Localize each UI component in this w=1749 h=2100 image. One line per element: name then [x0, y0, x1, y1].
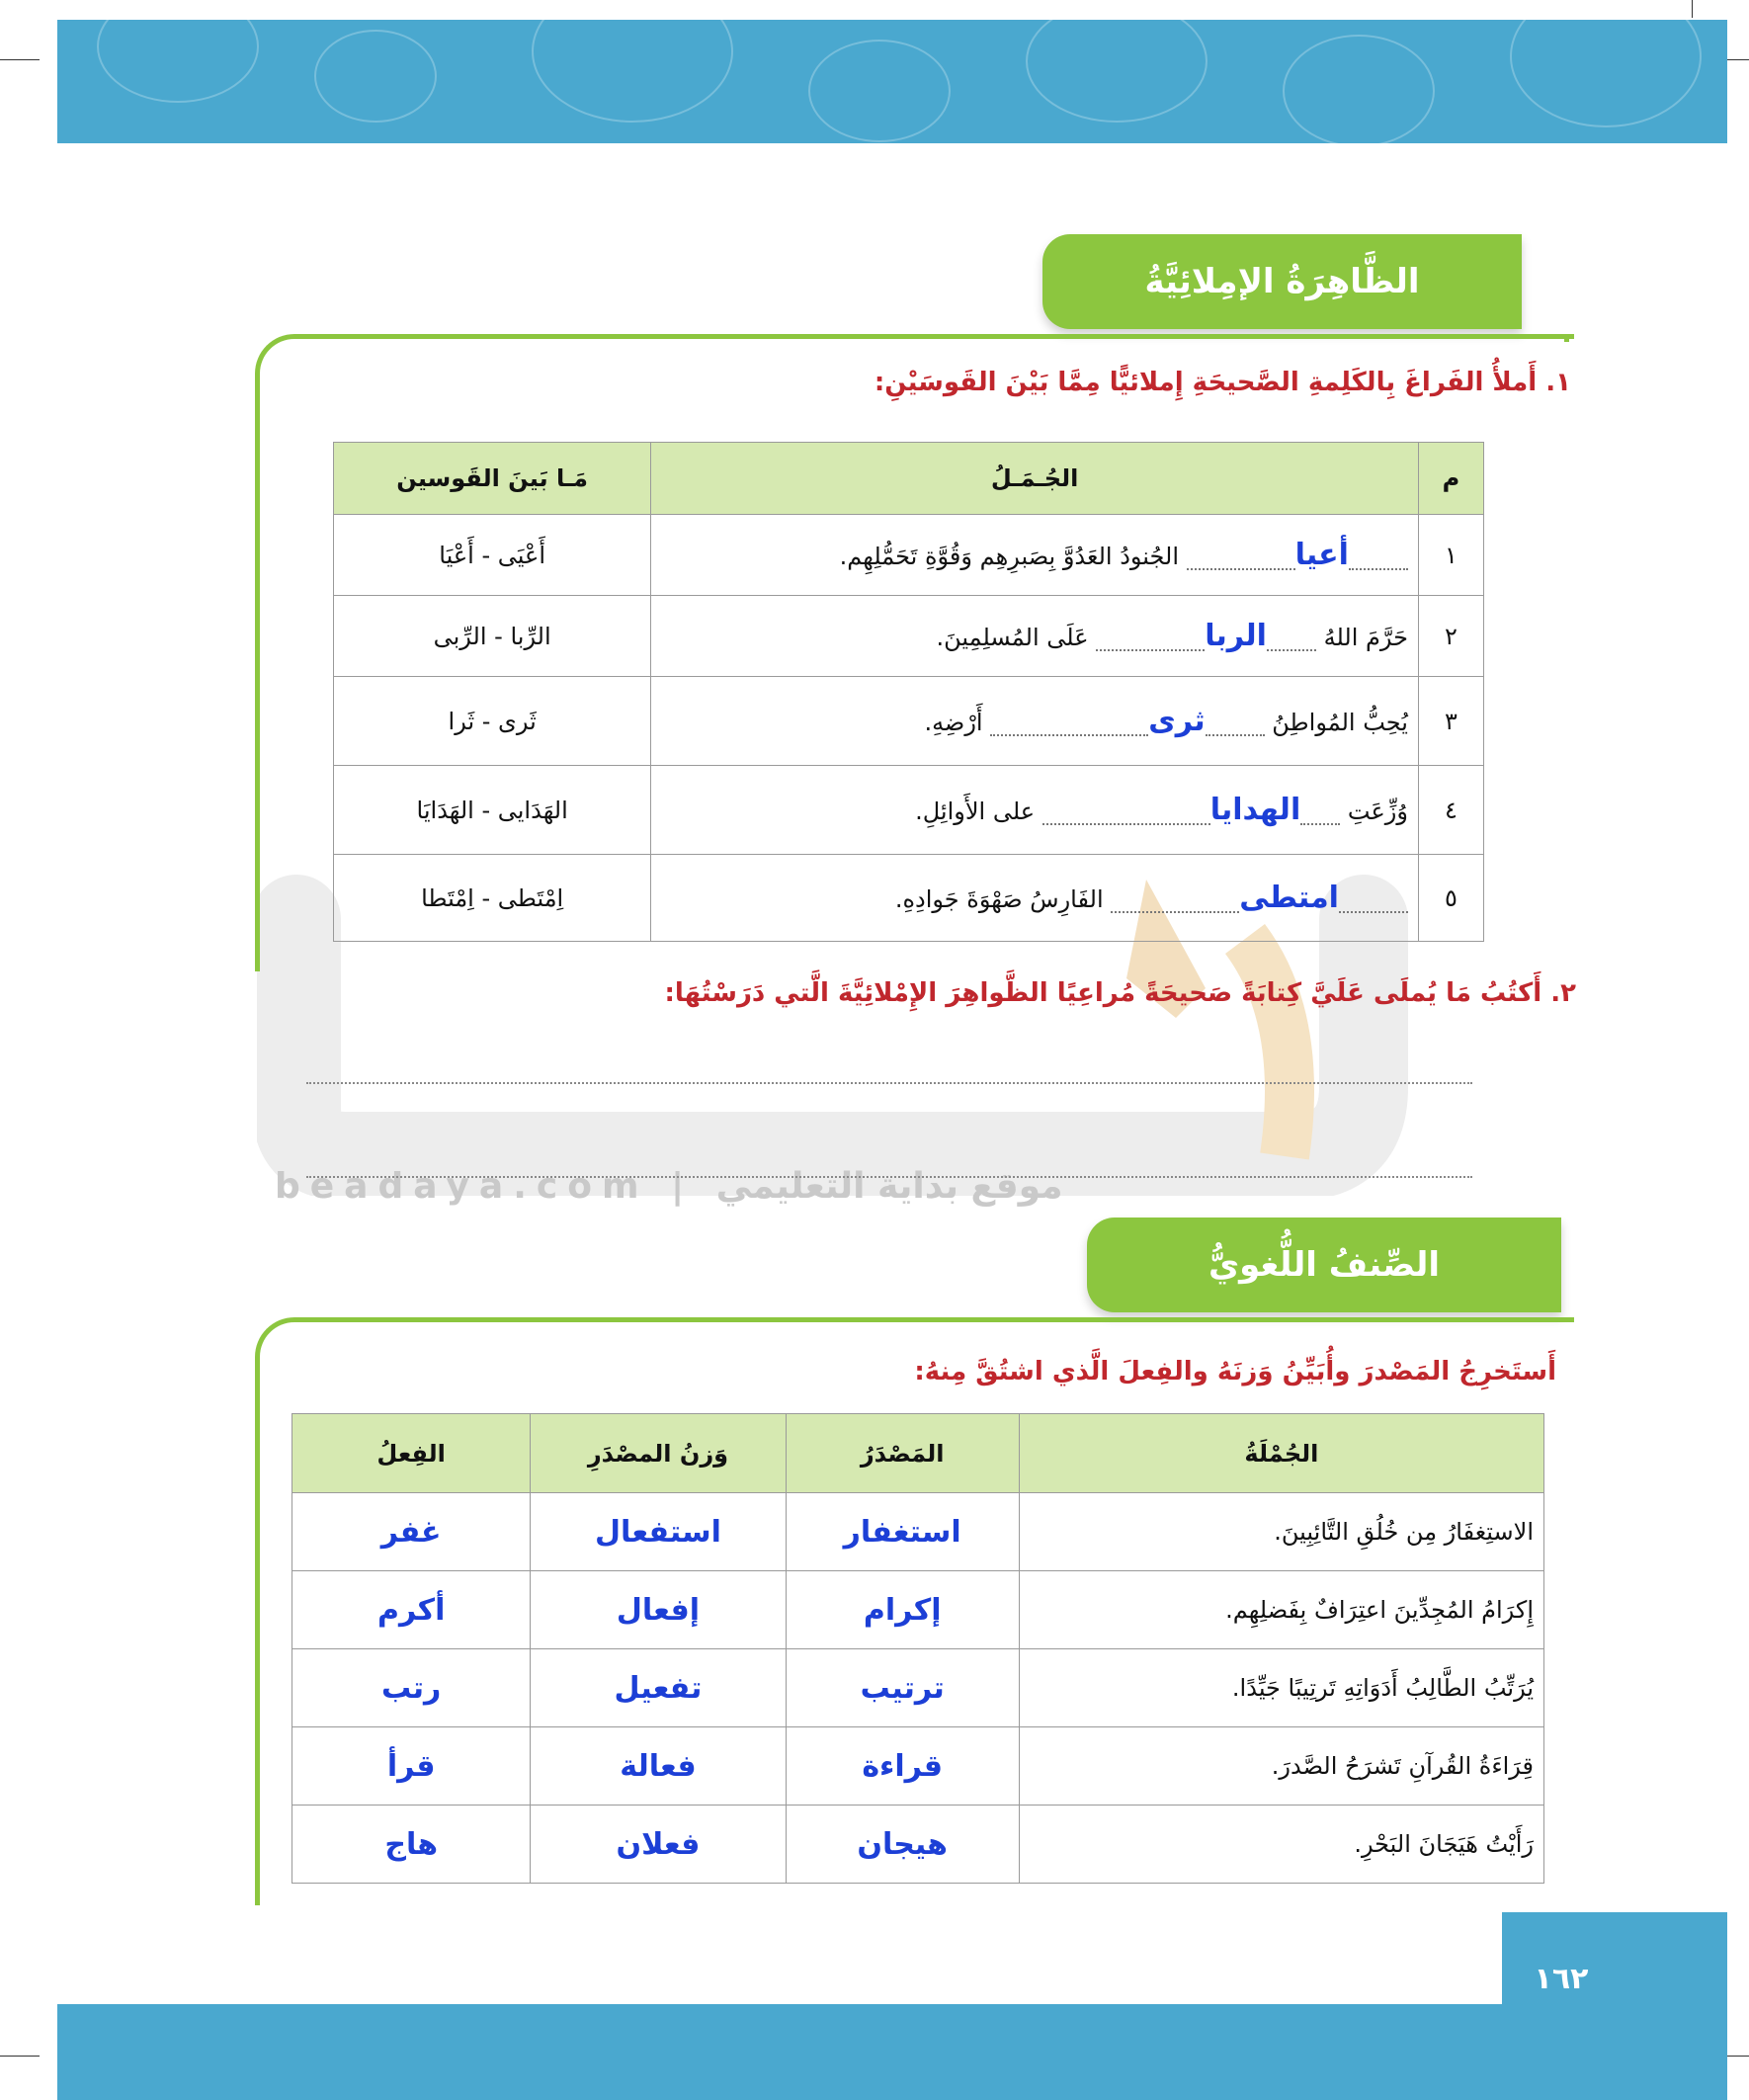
masdar-answer: إكرام: [786, 1571, 1019, 1649]
blank-dots: [990, 711, 1148, 736]
fiel-answer: رتب: [292, 1649, 531, 1727]
sentence-after: أَرْضِهِ.: [924, 709, 983, 736]
answer-text: امتطى: [1239, 881, 1339, 915]
wazn-answer: استفعال: [531, 1493, 786, 1571]
blank-dots: [1349, 545, 1408, 570]
sentence-cell: رَأَيْتُ هَيَجَانَ البَحْرِ.: [1019, 1806, 1543, 1884]
section-title-imlaa: الظَّاهِرَةُ الإمِلائِيَّةُ: [1042, 234, 1522, 329]
header-sentences: الجُـمَـلُ: [651, 443, 1419, 515]
question-2: ٢. أَكتُبُ مَا يُملَى عَلَيَّ كِتابَةً صَحيحَةً مُراعِيًا الظَّواهِرَ الإِمْلائِيَّةَ الَّتي دَرَسْتُهَا:: [664, 978, 1576, 1008]
table-header-row: [334, 443, 1484, 515]
table-row: [292, 1806, 1544, 1884]
sentence-after: الجُنودُ العَدُوَّ بِصَبرِهِم وَقُوَّةِ تَحَمُّلِهِم.: [839, 543, 1180, 570]
sentence-after: على الأَوائِلِ.: [915, 798, 1036, 825]
answer-text: الهدايا: [1209, 793, 1301, 827]
table-header-row: [292, 1414, 1544, 1493]
spelling-table: [333, 442, 1484, 942]
instruction-text: أَستَخرِجُ المَصْدرَ وأُبَيِّنُ وَزنَهُ والفِعلَ الَّذي اشتُقَّ مِنهُ:: [914, 1357, 1556, 1386]
table-row: [292, 1727, 1544, 1806]
row-num: ٣: [1418, 677, 1483, 766]
sentence-before: وُزِّعَتِ: [1347, 798, 1408, 825]
table-row: [292, 1571, 1544, 1649]
fiel-answer: غفر: [292, 1493, 531, 1571]
fiel-answer: هاج: [292, 1806, 531, 1884]
header-masdar: المَصْدَرُ: [786, 1414, 1019, 1493]
wazn-answer: تفعيل: [531, 1649, 786, 1727]
crop-mark: [1692, 0, 1693, 18]
blank-dots: [1111, 887, 1239, 913]
blank-dots: [1042, 799, 1210, 825]
sentence-cell: [651, 596, 1419, 677]
choices-cell: اِمْتَطى - اِمْتَطا: [334, 855, 651, 942]
crop-mark: [0, 2056, 40, 2057]
sentence-cell: يُرَتِّبُ الطَّالِبُ أَدَوَاتِهِ تَرتِيبًا جَيِّدًا.: [1019, 1649, 1543, 1727]
row-num: ١: [1418, 515, 1483, 596]
row-num: ٢: [1418, 596, 1483, 677]
sentence-cell: قِرَاءَةُ القُرآنِ تَشرَحُ الصَّدرَ.: [1019, 1727, 1543, 1806]
header-sentence: الجُمْلَةُ: [1019, 1414, 1543, 1493]
blank-dots: [1096, 626, 1205, 651]
fiel-answer: أكرم: [292, 1571, 531, 1649]
header-band: [57, 20, 1727, 143]
header-choices: مَـا بَينَ القَوسين: [334, 443, 651, 515]
question-1: ١. أَملأُ الفَراغَ بِالكَلِمةِ الصَّحيحَةِ إِملائيًّا مِمَّا بَيْنَ القَوسَيْنِ:: [874, 368, 1571, 397]
blank-dots: [1267, 626, 1316, 651]
row-num: ٤: [1418, 766, 1483, 855]
choices-cell: الرِّبا - الرِّبى: [334, 596, 651, 677]
sentence-before: يُحِبُّ المُواطِنُ: [1272, 709, 1408, 736]
sentence-cell: [651, 855, 1419, 942]
table-row: [334, 855, 1484, 942]
choices-cell: أَعْيَى - أَعْيَا: [334, 515, 651, 596]
sentence-after: عَلَى المُسلِمِينَ.: [936, 624, 1089, 651]
blank-dots: [1300, 799, 1340, 825]
answer-text: ثرى: [1148, 704, 1206, 738]
table-row: [334, 596, 1484, 677]
answer-text: الربا: [1205, 619, 1267, 653]
choices-cell: الهَدَايى - الهَدَايَا: [334, 766, 651, 855]
choices-cell: ثَرى - ثَرا: [334, 677, 651, 766]
header-num: م: [1418, 443, 1483, 515]
fiel-answer: قرأ: [292, 1727, 531, 1806]
section-frame-edge: [1564, 334, 1569, 342]
table-row: [334, 766, 1484, 855]
sentence-before: حَرَّمَ اللهُ: [1323, 624, 1408, 651]
blank-dots: [1187, 545, 1295, 570]
masdar-table: [292, 1413, 1544, 1884]
wazn-answer: إفعال: [531, 1571, 786, 1649]
header-fiel: الفِعلُ: [292, 1414, 531, 1493]
footer-band: [57, 2004, 1727, 2100]
table-row: [334, 515, 1484, 596]
masdar-answer: ترتيب: [786, 1649, 1019, 1727]
blank-dots: [1206, 711, 1265, 736]
watermark-site-text: beadaya.com | موقع بداية التعليمي: [275, 1166, 1063, 1207]
table-row: [334, 677, 1484, 766]
table-row: [292, 1493, 1544, 1571]
masdar-answer: قراءة: [786, 1727, 1019, 1806]
section-title-sinf: الصِّنفُ اللُّغويُّ: [1087, 1218, 1561, 1312]
sentence-after: الفَارِسُ صَهْوَةَ جَوادِهِ.: [894, 885, 1104, 913]
sentence-cell: إِكرَامُ المُجِدِّينَ اعتِرَافٌ بِفَضلِهِم.: [1019, 1571, 1543, 1649]
answer-text: أعيا: [1294, 538, 1349, 572]
row-num: ٥: [1418, 855, 1483, 942]
crop-mark: [0, 59, 40, 60]
table-row: [292, 1649, 1544, 1727]
writing-line[interactable]: [306, 1176, 1472, 1178]
masdar-answer: هيجان: [786, 1806, 1019, 1884]
header-wazn: وَزنُ المصْدَرِ: [531, 1414, 786, 1493]
sentence-cell: [651, 515, 1419, 596]
wazn-answer: فعلان: [531, 1806, 786, 1884]
page-number: ١٦٢: [1534, 1962, 1589, 1996]
sentence-cell: [651, 677, 1419, 766]
writing-line[interactable]: [306, 1082, 1472, 1084]
masdar-answer: استغفار: [786, 1493, 1019, 1571]
wazn-answer: فعالة: [531, 1727, 786, 1806]
blank-dots: [1339, 887, 1408, 913]
sentence-cell: [651, 766, 1419, 855]
sentence-cell: الاستِغفَارُ مِن خُلُقِ التَّائِبِينَ.: [1019, 1493, 1543, 1571]
